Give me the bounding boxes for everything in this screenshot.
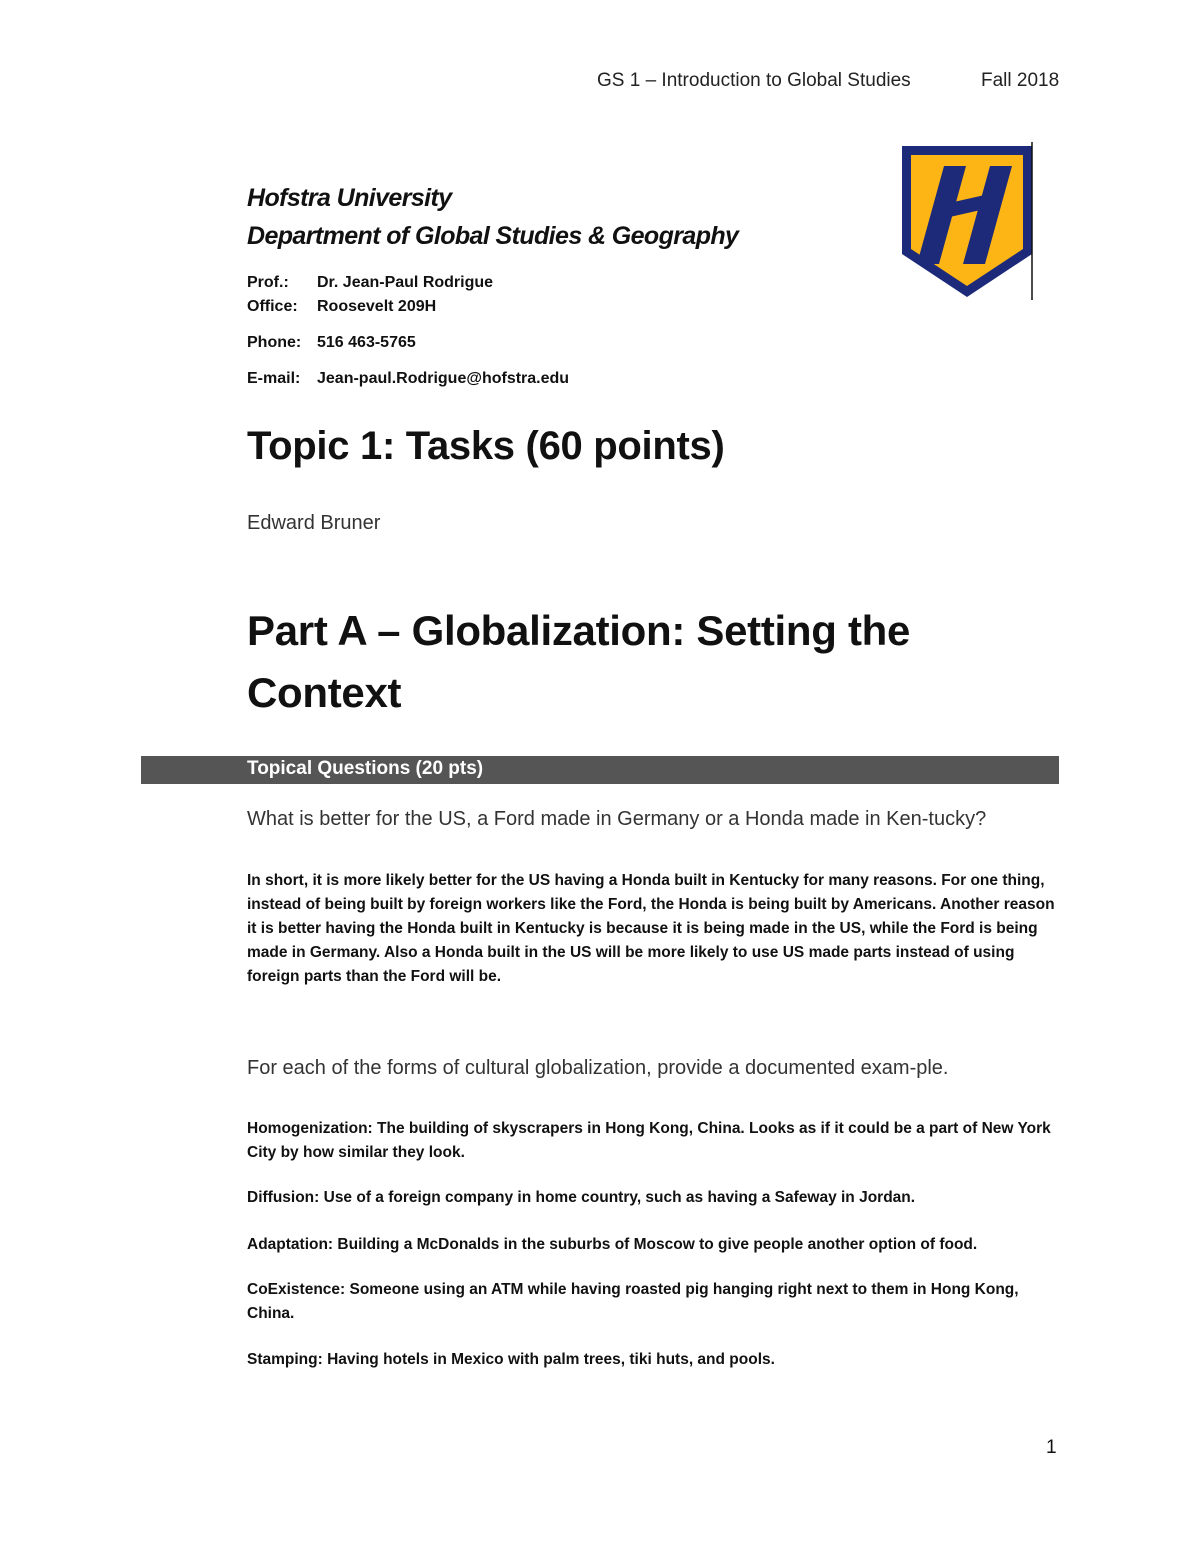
phone-label: Phone:	[247, 334, 302, 351]
example-stamping: Stamping: Having hotels in Mexico with palm trees, tiki huts, and pools.	[247, 1351, 775, 1368]
hofstra-h-shield-logo	[898, 142, 1038, 302]
header-course: GS 1 – Introduction to Global Studies	[597, 70, 911, 91]
phone-line	[247, 334, 416, 352]
office-value: Roosevelt 209H	[317, 298, 437, 315]
prof-value: Dr. Jean-Paul Rodrigue	[317, 274, 494, 291]
office-line	[247, 298, 436, 316]
header-term: Fall 2018	[981, 70, 1060, 91]
example-diffusion: Diffusion: Use of a foreign company in home country, such as having a Safeway in Jordan.	[247, 1189, 916, 1206]
example-adaptation: Adaptation: Building a McDonalds in the suburbs of Moscow to give people another option of food.	[247, 1236, 978, 1253]
prof-label: Prof.:	[247, 274, 289, 291]
office-label: Office:	[247, 298, 298, 315]
answer-1: In short, it is more likely better for the US having a Honda built in Kentucky for many reasons. For one thing, instead of being built by foreign workers like the Ford, the Honda is being built by Americans. Another reason it is better having the Honda built in Kentucky is because it is being made in the US, while the Ford is being made in Germany. Also a Honda built in the US will be more likely to use US made parts instead of using foreign parts than the Ford will be.	[247, 872, 1055, 985]
section-bar	[141, 756, 1059, 784]
part-title: Part A – Globalization: Setting the Context	[247, 607, 911, 716]
email-label: E-mail:	[247, 370, 301, 387]
page-number: 1	[1046, 1437, 1057, 1458]
prof-line	[247, 274, 493, 292]
email-line	[247, 370, 569, 388]
example-homogenization: Homogenization: The building of skyscrapers in Hong Kong, China. Looks as if it could be a part of New York City by how similar they look.	[247, 1120, 1051, 1161]
phone-value: 516 463-5765	[317, 334, 416, 351]
topic-title: Topic 1: Tasks (60 points)	[247, 424, 725, 468]
question-1: What is better for the US, a Ford made in Germany or a Honda made in Ken-tucky?	[247, 808, 987, 830]
question-2: For each of the forms of cultural globalization, provide a documented exam-ple.	[247, 1057, 949, 1079]
university-name: Hofstra University	[247, 184, 452, 212]
department-name: Department of Global Studies & Geography	[247, 222, 739, 250]
author-name: Edward Bruner	[247, 512, 381, 534]
section-bar-label: Topical Questions (20 pts)	[247, 758, 484, 779]
example-coexistence: CoExistence: Someone using an ATM while having roasted pig hanging right next to them in Hong Kong, China.	[247, 1281, 1019, 1322]
email-value[interactable]: Jean-paul.Rodrigue@hofstra.edu	[317, 370, 570, 387]
